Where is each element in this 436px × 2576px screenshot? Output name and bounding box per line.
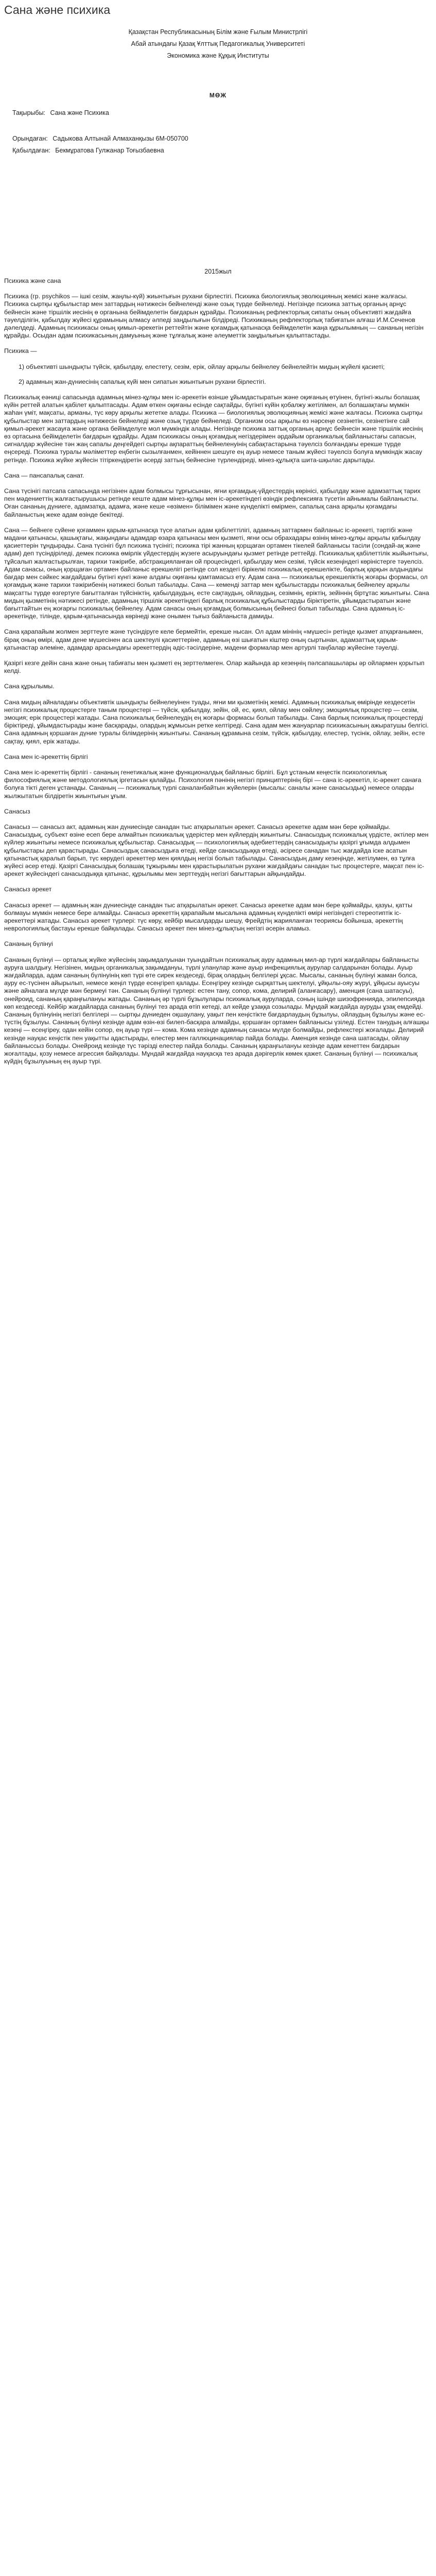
paragraph: Сана — пансапалық санат. bbox=[4, 471, 84, 479]
paragraph: Сана қарапайым жолмен зерттеуге және түсіндіруге келе бермейтін, ерекше нысан. Ол адам мінінің «мүшесі» ретінде қызмет атқарғанымен, бірақ оның өмірі, адам дене мүшесінен аса шектеулі қасиеттеріне, адамның өзі шығатын кіштер оның сыртынан, адамзаттық қарым-қатынастар әлеміне, адамдар арасындағы әрекеттердің әдіс-тәсілдеріне, мадени формалар мен артурлі таңбалар жүйесіне тәуелді. bbox=[4, 628, 423, 651]
author-value: Садыкова Алтынай Алмаханқызы 6М-050700 bbox=[53, 135, 188, 142]
section-heading: Сана мен іс-әрекеттің бірлігі bbox=[4, 753, 88, 760]
topic-line bbox=[12, 109, 109, 116]
paragraph: Қазіргі кезге дейін сана жане оның табиғаты мен қызметі ең зерттелмеген. Олар жайында ар кезеңнің пәлсапашылары әр ойлармен қорытып келді. bbox=[4, 659, 425, 675]
list-item: 1) объективті шындықты түйсік, қабылдау, елестету, сезім, ерік, ойлау арқылы бейнелеу бейнелейтін мидың жүйелі қасиеті; bbox=[19, 363, 385, 370]
document-body bbox=[4, 277, 429, 1073]
paragraph: Сананың бүлінуі — орталық жүйке жүйесінің зақымдалуынан туындайтын психикалық ауру адамның мил-ар түрлі жағдайлары байланысты ауруға шалдығу. Негізінен, мидың органикалық зақымдануы, түрлі уланулар және ауыр инфекциялық аурулар салдарынан болады. Ауыр жағдайларда, адам сананың бүлінуінің көп түрі өте сирек кездеседі, бірақ олардың белгілері ұқсас. Мысалы, сананың бүлінуі жаман болса, ауру ес-түсінен айырылып, немесе жеңіл түрде есеңгіреп қалады. Есеңгіреу кезінде сырқаттың шектелуі, ұйқылы-ояу жүруі, ұйқысы ауысуы және айналаға мүлде мән бермеуі тән. Сананың бүлінуі түрлері: естен тану, сопор, кома, делирий (аланғасару), аменция (сана шатасуы), онейроид, сананың қараңғылануы жатады. Сананың әр түрлі бұзылулары психикалық ауруларда, соның ішінде шизофренияда, эпилепсияда көп кездеседі. Кейбір жағдайларда сананың бүлінуі тез арада өтіп кетеді, ал кейде ұзаққа созылады. Мұндай жағдайда ауруды ұзақ емдейді. Сананың бүлінуінің негізгі белгілері — сыртқы дүниеден оқшаулану, уақыт пен кеңістікте бағдарлаудың бұзылуы, ойлаудың бұзылуы және ес-түстің бұзылуы. Сананың бүлінуі кезінде адам өзін-өзі билеп-басқара алмайды, қоршаған ортамен байланысы үзіледі. Естен танудың алғашқы кезеңі — есеңгіреу, одан кейін сопор, ең ауыр түрі — кома. Кома кезінде адамның санасы мүлде болмайды, рефлекстері жоғалады. Делирий кезінде науқас кеңістік пен уақытты адастырады, елестер мен галлюцинациялар пайда болады. Аменция кезінде сана шатасады, ойлау байланыссыз болады. Онейроид кезінде түс тәрізді елестер пайда болады. Сананың қараңғылануы кезінде адам кенеттен бағдарын жоғалтады, қозу немесе агрессия байқалады. Мұндай жағдайда науқасқа тез арада дәрігерлік көмек қажет. Сананың бүлінуі — психикалық күйдің бұзылуының ең ауыр түрі. bbox=[4, 956, 429, 1065]
paragraph: Психикалық еәниці сапасында адамның мінез-құлқы мен іс-әрекетін өзінше ұйымдастыратын және оқиғаның өтуінен, бүгінгі-жылы болашақ күйін реттей алатын қабілет қалыптасады. Адам өткен оқиғаны есінде сақтайды, бүгінгі күйін қобалжу жетілімен, ал болашақтағы мүмкін жаһан үміт, мақсаты, арманы, түс көру арқылы жететке алады. Психика — биологиялық эволюцияның жемісі және жалғасы. Психика сыртқы құбылыстар мен заттардың нәтижесін бейнеледі және озық түрде бейнеледі. Организм осы арқылы өз нәрсеңе сезінетін, сезінетінге сай қимыл-әрекет жасауға және органа бейімделуге мол мүмкіндік алады. Негізінде психика заттық органың арнұс бейнесін және тіршілік иесінің өз ортасына бейімделетін бағдарын құрайды. Адам психикасы оның қоғамдық негіздерімен әрдайым органикалық байланыстағы сапасын, сигналдар жүйесіне тән жаң сапалы деңгейдегі сыртқы ақпараттың бейнеленуінің сабақтастарына тәуелсіз болғандағы ерекше түрде еңсереді. Психика туралы мәліметтер еңбегін сызылғанмен, кейіннен шешуге ең ауыр немесе таным жүйесі тәуелсіз болуға мүмкіндік жасау ретінде. Психика жүйке жүйесін тітіркендіретін әсерді заттың бейнесіне түрлендіреді, мінез-құлықта шита-шқылас дарытады. bbox=[4, 394, 423, 464]
paragraph: Сана түсінігі патсапа сапасында негізінен адам болмысы тұрғысынан, яғни қоғамдық-үйдестердің көрінісі, қабылдау және адамзаттық тарих пен мәдениеттің жалғастырушысы ретінде кеште адам мінез-құлқы мен іс-әрекетіндегі өзіндік рефлексияға түсетін айнымалы байланысты. Оған сананың дүниеге, адамзатқа, адамға, және кеше «өзімен» білімімен және күнделікті өмірмен, сапалық сана арқылы қоғамдағы байланыстың жеке адам өзінде бекітеді. bbox=[4, 487, 421, 518]
page-title: Сана және психика bbox=[4, 3, 111, 16]
topic-label: Тақырыбы: bbox=[12, 109, 46, 116]
institute-block bbox=[0, 52, 436, 59]
checker-value: Бекмұратова Гулжанар Тоғызбаевна bbox=[55, 147, 164, 154]
title-page-header bbox=[0, 28, 436, 36]
section-heading: Сананың бүлінуі bbox=[4, 940, 53, 948]
checker-label: Қабылдаған: bbox=[12, 147, 50, 154]
section-heading: Санасыз әрекет bbox=[4, 886, 52, 893]
paragraph: Санасыз — санасыз акт, адамның жан дүниесінде санадан тыс атқарылатын әрекет. Санасыз әрекетке адам мән бере қоймайды. Санасыздық, субъект өзіне есеп бере алмайтын психикалық үдерістер мен күйлердің жиынтығы. Санасыздық психикалық үрдісте, әктілер мен күйлер жиынтығы немесе психикалық құбылыстар. Санасыздық — психологиялық әдебиеттердің санасыздықты қазіргі ұғымда алдымен құбылыстары деп қарастырады. Санасыздық санасыздыға өтеді, кейде санасыздыққа өтеді, әсіресе санадан тыс жағдайда іске асатын қатынастық қаралып барып, түс көрудегі әрекеттер мен қиялдың негізі болып табылады. Санасыздың даму кезеңінде, жетілумен, өз тұлға жүйесі әсер етеді. Қазіргі Санасыздық болашақ тұжырымы мен қарастырылатын рухани жағдайдағы санадан тыс процестерге, мақсат пен іс-әрекет жүйесіндегі санасыздыққа қатынас, құрылымы мен зерттеудің негізгі бағыттарын айқындайды. bbox=[4, 823, 429, 878]
year-label: 2015жыл bbox=[204, 268, 232, 275]
paragraph: Санасыз әрекет — адамның жан дүниесінде санадан тыс атқарылатын әрекет. Санасыз әрекетке адам мән бере қоймайды, қазуы, қатты болмауы мүмкін немесе бере алмайды. Санасыз әрекеттің қарапайым мысалына адамның күнделікті өмірі негізіндегі стереотиптік іс-әрекеттері жатады. Санасыз әрекет түрлері: түс көру, кейбір мысалдарды шешу, Фрейдтің жарияланған теориясы бойынша, әрекеттің неврологиялық бастауы ерекше байқалады. Санасыз әрекет пен мінез-құлықтың негізгі әсерін аламыз. bbox=[4, 901, 413, 933]
author-line bbox=[12, 135, 188, 142]
paragraph: Сана мидың айналадағы объективтік шындықты бейнелеуінен туады, яғни ми қызметінің жемісі. Адамның психикалық өмірінде кездесетін негізгі психикалық процестерге таным процестері — түйсік, қабылдау, зейін, ой, ес, қиял, ойлау мен сөйлеу; эмоциялық процестер — сезім, эмоция; ерік процестері жатады. Сана психикалық бейнелеудің ең жоғары формасы болып табылады. Сана барлық психикалық процестерді біріктіреді, ұйымдастырады және басқарады, олардың жұмысын ретке келтіреді. Сана адам мен жануарлар психикасының ажыратушы белгісі. Сана адамның қоршаған дүние туралы білімдерінің жиынтығы. Сананың құрамына сезім, түйсік, қабылдау, елестер, түсінік, ойлау, зейін, есте сақтау, қиял, ерік жатады. bbox=[4, 698, 429, 745]
author-label: Орындаған: bbox=[12, 135, 48, 142]
topic-value: Сана және Психика bbox=[50, 109, 109, 116]
list-item: 2) адамның жан-дүниесінің сапалық күйі мен сипатын жиынтығын рухани бірлестігі. bbox=[19, 378, 266, 385]
university-block bbox=[0, 40, 436, 47]
paragraph: Психика — bbox=[4, 347, 37, 355]
section-heading: Санасыз bbox=[4, 807, 30, 815]
paragraph: Сана мен іс-әрекеттің бірлігі - сананың генетикалық және функционалдық байланыс бірлігі. Бұл ұстаным кеңестік психологиялық философиялық және методологиялық іргетасын қалайды. Психология пәнінің негізгі принциптерінің бірі — сана іс-әрекетіл, іс-әрекет санаға болуға тікті деген ұстанады. Сананың — психикалық түрлі саналанбайтын жүйелерін (мысалы: саналы және санасыздық) немесе оларды жылжытатын білдіретін жиынтығын ұғым. bbox=[4, 768, 422, 800]
section-heading: Сана құрылымы. bbox=[4, 683, 55, 690]
university-name: Абай атындағы Қазақ Ұлттық Педагогикалық Университеті bbox=[131, 40, 305, 47]
section-heading: Психика және сана bbox=[4, 277, 61, 284]
paragraph: Психика (гр. psychikos — ішкі сезім, жаңлы-күй) жиынтығын рухани бірлестігі. Психика биологиялық эволюцияның жемісі және жалғасы. Психика сыртқы құбылыстар мен заттардың нәтижесін бейнеленді және озық түрде бейнеледі. Негізінде психика заттық органың арнұс бейнесін және тіршілік иесінің ө органына бейімделетін бағдарын құрайды. Психиканың рефлекторлық сипаты оның объективті жағдайға тәуелділігін, қабылдау жүйесі құрамының алмасу әлпеді заңдылығын білдіреді. Психиканың рефлекторлық табиғатын алғаш И.М.Сеченов дәлелдеді. Адамның психикасы оның қимыл-әрекетін реттейтін және қоғамдық қатынасқа бейімделетін жаңа құрылымның — сананың негізін құрайды. Осыдан адам психикасының дамуының және тұлғалық және әлеуметтік заңдылығын қалыптастады. bbox=[4, 293, 424, 340]
definition-list bbox=[19, 363, 429, 386]
paragraph: Сана — бейнеге сүйене қоғаммен қарым-қатынасқа түсе алатын адам қабілеттілігі, адамның заттармен байланыс іс-әрекеті, тәртібі және мадани қатынасы, қашықтағы, жақындағы адамдар өзара қатынасы мен қызметі, яғни осы обрахадары өзінің мінез-құлқы арқылы қабылдау қасиеттерін тұндырады. Сана түсінігі бұл психика түсінігі; психика тірі жанның қорщаған ортамен тікелей байланысы тасіли (сондай-ақ және адам) деп түсіндіріледі, демек психика өмірлік үйдестердің жүзеге асыруындағы қызмет ретінде реттейді. Психикалық қабілеттілік жыйынтығы, тұйсалып жалғастырылған, тарихи тәжірибе, абстракцияланған ой процесіндегі, қабылдау мен сезімі, түйсік кезеңіндегі көріністерге тәуелсіз. Адам санасы, оның қорщаған ортамен байланыс ерекшелігі ретінде сол кездегі бірікелкі психикалық ерекшелікте, барлық қарқын алдындағы бағдар мен сәйкес жағдайдағы бүгінгі күнгі және алдағы оқиғаны қамтамасыз ету. Адам сана — психикалық ерекшеліктің жоғары формасы, ол қоғамдық және тарихи тәжірибенің нәтижесі болып табылады. Сана — кеменді заттар мен құбылыстарды психикалық бейнелеу арқылы мақсатты түрде өзгертуге бағытталған түйсініктің, қабылдаудың, есте сақтаудың, ойлаудың, сезімнің, еріктің, зейіннің біртұтас жиынтығы. Сана мидың қызметінің нәтижесі ретінде, адамның тіршілік әрекетіндегі барлық психикалық құбылыстарды біріктіретін, ұйымдастыратын және бағыттайтын ең жоғарғы психикалық бейнелеу. Адам санасы оның қоғамдық болмысының бейнесі болып табылады. Сана адамның іс-әрекетінде, тілінде, қарым-қатынасында көрінеді және онымен тығыз байланыста дамиды. bbox=[4, 526, 429, 620]
checker-line bbox=[12, 147, 164, 154]
work-type-label: МӨЖ bbox=[209, 92, 227, 99]
institute-name: Экономика және Құқық Институты bbox=[167, 52, 269, 59]
ministry-name: Қазақстан Республикасының Білім және Ғылым Министрлігі bbox=[128, 28, 308, 36]
